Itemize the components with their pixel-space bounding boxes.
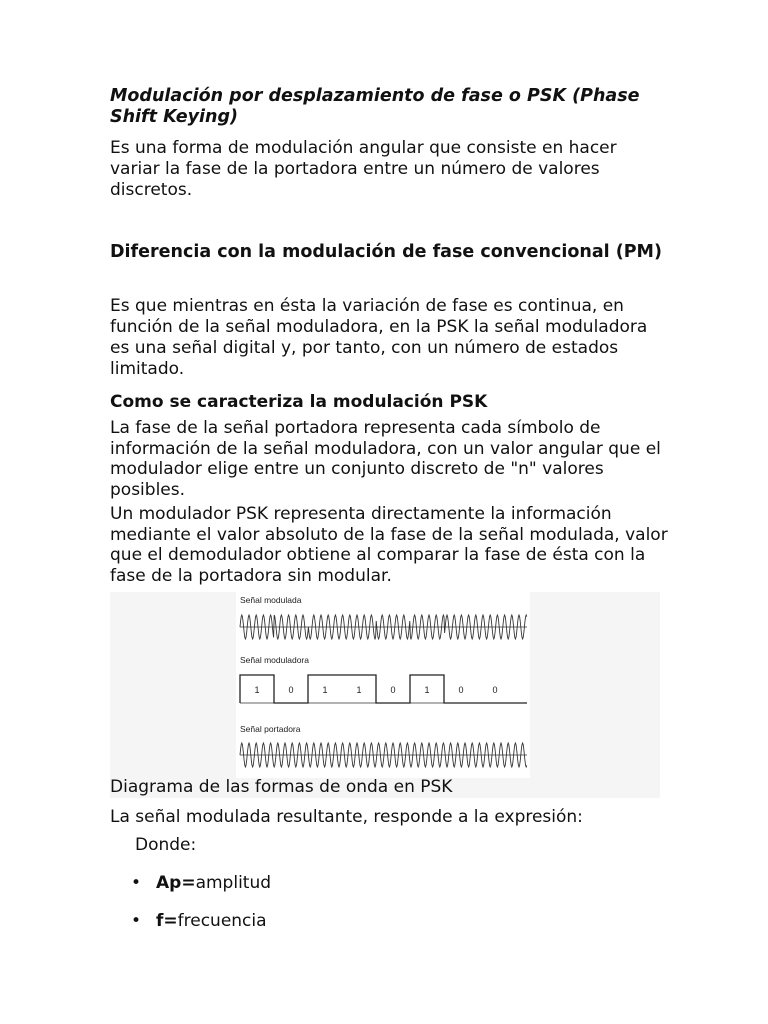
label-modulated-signal: Señal modulada	[240, 595, 302, 605]
bit-label: 1	[322, 685, 328, 695]
definition-term: f=	[156, 911, 178, 931]
psk-waveform-diagram	[236, 592, 530, 778]
bit-label: 1	[424, 685, 430, 695]
modulating-square-wave	[240, 675, 527, 703]
bit-label: 0	[390, 685, 396, 695]
characteristics-paragraph-1: La fase de la señal portadora representa cada símbolo de información de la señal moduladora, con un valor angular que el modulador elige entre un conjunto discreto de "n" valores posibles.	[110, 418, 661, 500]
definition-term: Ap=	[156, 873, 196, 893]
bullet-icon: •	[131, 911, 142, 931]
figure-caption: Diagrama de las formas de onda en PSK	[110, 777, 453, 797]
page-title: Modulación por desplazamiento de fase o PSK (Phase Shift Keying)	[110, 86, 640, 127]
label-modulating-signal: Señal moduladora	[240, 655, 309, 665]
definition-desc: frecuencia	[177, 911, 267, 931]
bit-label: 1	[254, 685, 260, 695]
label-carrier-signal: Señal portadora	[240, 724, 301, 734]
bullet-icon: •	[131, 873, 142, 893]
donde-label: Donde:	[135, 835, 197, 855]
section-body-pm: Es que mientras en ésta la variación de fase es continua, en función de la señal moduladora, en la PSK la señal moduladora es una señal digital y, por tanto, con un número de estados limitado.	[110, 296, 648, 379]
intro-paragraph: Es una forma de modulación angular que consiste en hacer variar la fase de la portadora entre un número de valores discretos.	[110, 138, 617, 200]
expression-paragraph: La señal modulada resultante, responde a la expresión:	[110, 807, 583, 827]
bit-label: 0	[458, 685, 464, 695]
section-heading-characteristics: Como se caracteriza la modulación PSK	[110, 392, 488, 412]
definition-desc: amplitud	[195, 873, 272, 893]
bit-label: 0	[492, 685, 498, 695]
bit-label: 1	[356, 685, 362, 695]
section-heading-pm: Diferencia con la modulación de fase convencional (PM)	[110, 242, 662, 262]
bit-label: 0	[288, 685, 294, 695]
characteristics-paragraph-2: Un modulador PSK representa directamente la información mediante el valor absoluto de la fase de la señal modulada, valor que el demodulador obtiene al comparar la fase de ésta con la fase de la portadora sin modular.	[110, 504, 668, 586]
